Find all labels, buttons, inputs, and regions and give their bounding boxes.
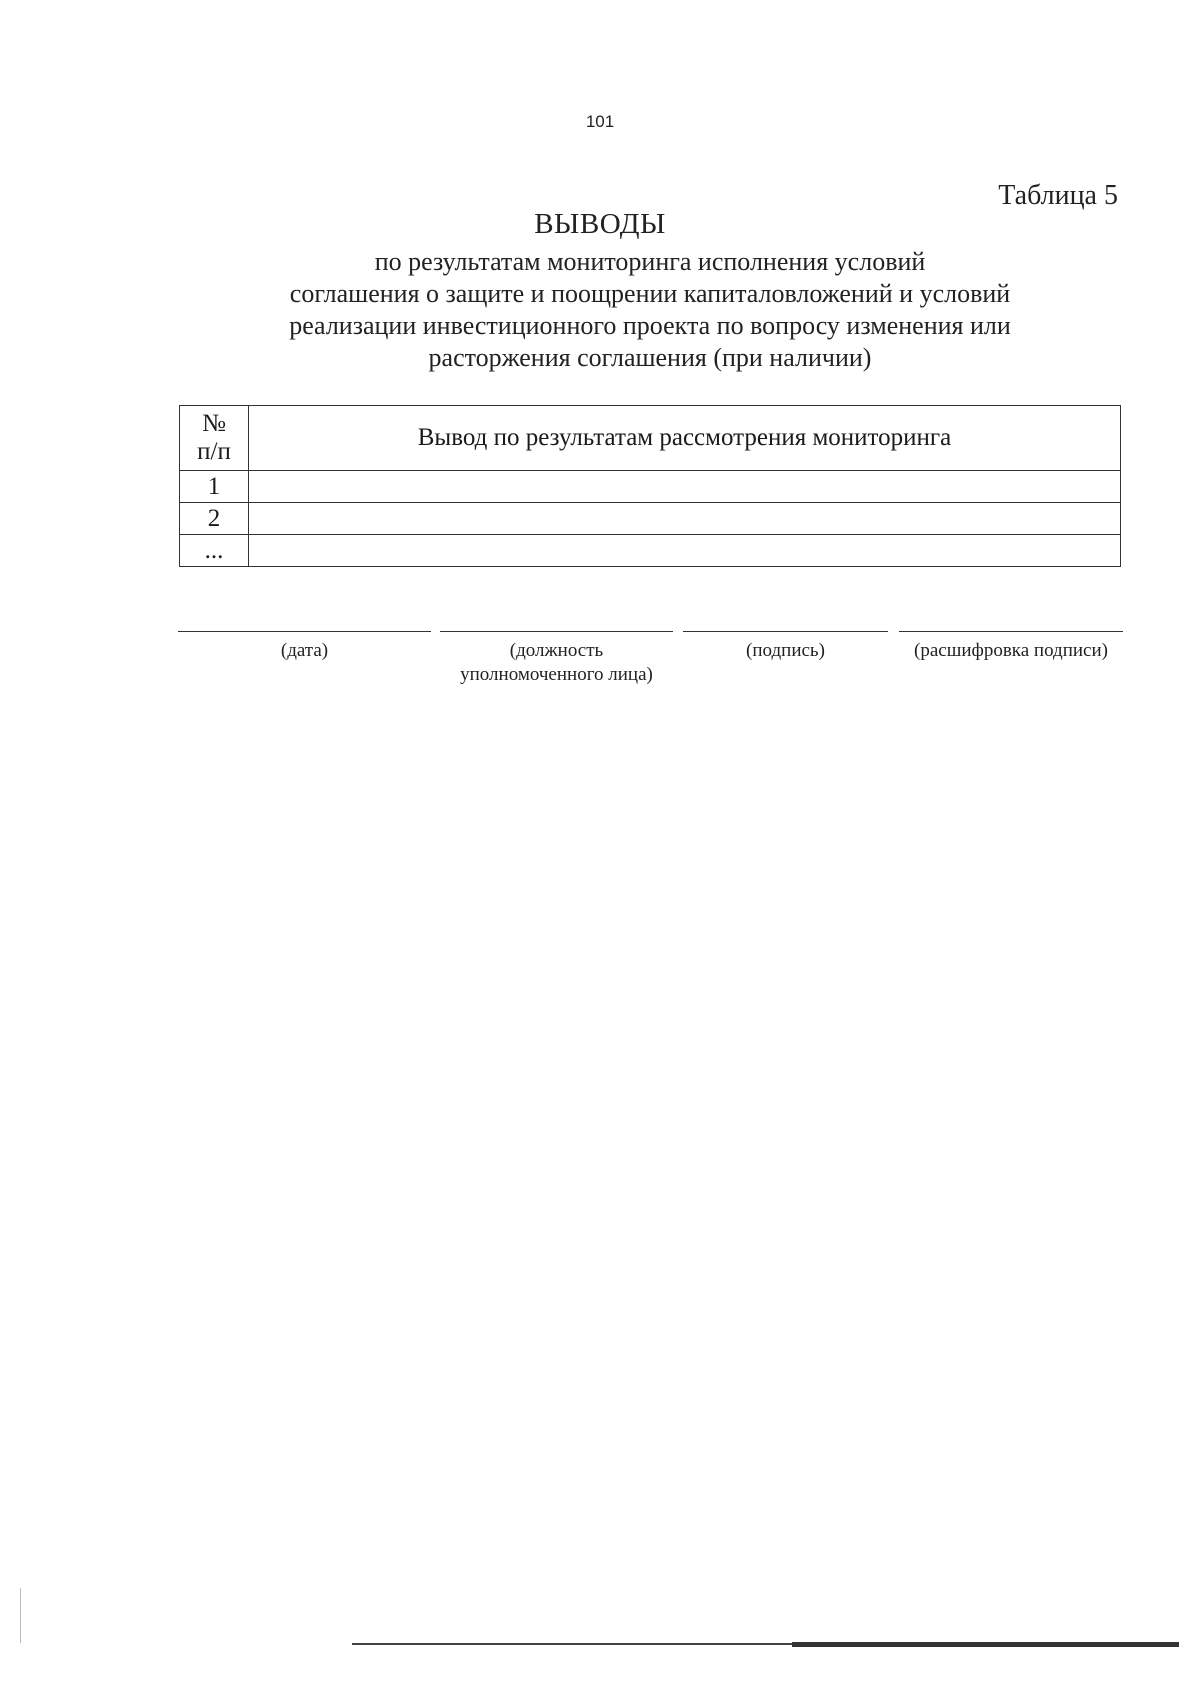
bottom-rule — [352, 1643, 1179, 1645]
row-number-cell: 1 — [180, 471, 249, 503]
position-caption — [440, 639, 673, 687]
document-subtitle — [200, 246, 1100, 374]
header-number-abbrev: п/п — [197, 438, 231, 465]
header-number-cell — [180, 406, 249, 471]
document-title: ВЫВОДЫ — [534, 208, 666, 240]
subtitle-line: реализации инвестиционного проекта по вопросу изменения или — [289, 311, 1011, 340]
signature-block — [178, 631, 1123, 711]
signature-line — [683, 631, 888, 632]
table-label: Таблица 5 — [998, 180, 1118, 211]
date-caption: (дата) — [280, 640, 329, 661]
table-row — [180, 471, 1121, 503]
date-line — [178, 631, 431, 632]
row-conclusion-cell — [249, 535, 1121, 567]
signature-caption: (подпись) — [746, 640, 825, 661]
row-number-cell: ... — [180, 535, 249, 567]
row-conclusion-cell — [249, 503, 1121, 535]
header-number-symbol: № — [202, 410, 226, 437]
position-caption-line: (должность — [509, 640, 604, 661]
decoding-caption: (расшифровка подписи) — [914, 640, 1108, 661]
row-number-cell: 2 — [180, 503, 249, 535]
header-conclusion-cell: Вывод по результатам рассмотрения мониторинга — [249, 406, 1121, 471]
table-header-row — [180, 406, 1121, 471]
table-row — [180, 535, 1121, 567]
subtitle-line: по результатам мониторинга исполнения условий — [374, 247, 926, 276]
decoding-line — [899, 631, 1123, 632]
subtitle-line: соглашения о защите и поощрении капиталовложений и условий — [289, 279, 1011, 308]
page-number: 101 — [585, 112, 615, 131]
table-row — [180, 503, 1121, 535]
position-line — [440, 631, 673, 632]
row-conclusion-cell — [249, 471, 1121, 503]
position-caption-line: уполномоченного лица) — [460, 664, 653, 685]
conclusions-table — [179, 405, 1121, 567]
scan-edge-mark — [20, 1588, 21, 1643]
subtitle-line: расторжения соглашения (при наличии) — [428, 343, 872, 372]
